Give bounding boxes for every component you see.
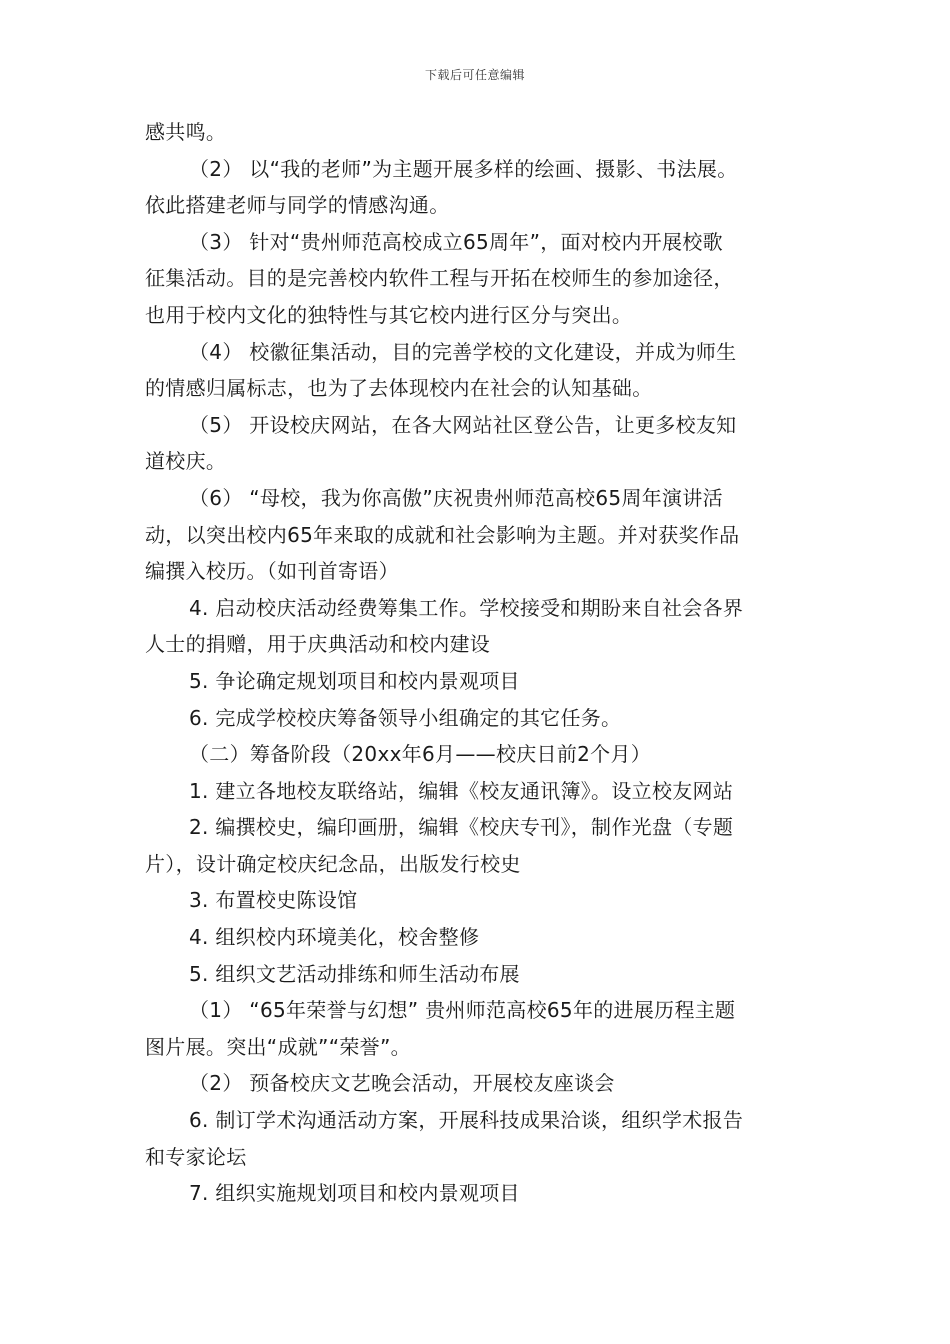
text-line: 6. 制订学术沟通活动方案，开展科技成果洽谈，组织学术报告 bbox=[189, 1108, 744, 1133]
text-line: 6. 完成学校校庆筹备领导小组确定的其它任务。 bbox=[189, 705, 622, 730]
text-line: 4. 启动校庆活动经费筹集工作。学校接受和期盼来自社会各界 bbox=[189, 595, 744, 620]
text-line: 图片展。突出“成就”“荣誉”。 bbox=[145, 1034, 411, 1059]
text-line: 人士的捐赠，用于庆典活动和校内建设 bbox=[145, 632, 491, 657]
text-line: 片），设计确定校庆纪念品，出版发行校史 bbox=[145, 851, 521, 876]
text-line: 道校庆。 bbox=[145, 449, 227, 474]
text-line: 5. 争论确定规划项目和校内景观项目 bbox=[189, 668, 520, 693]
text-line: 2. 编撰校史，编印画册，编辑《校庆专刊》，制作光盘（专题 bbox=[189, 815, 734, 840]
text-line: 也用于校内文化的独特性与其它校内进行区分与突出。 bbox=[145, 302, 633, 327]
text-line: （6） “母校，我为你高傲”庆祝贵州师范高校65周年演讲活 bbox=[189, 485, 723, 510]
text-line: 4. 组织校内环境美化，校舍整修 bbox=[189, 925, 480, 950]
text-line: 7. 组织实施规划项目和校内景观项目 bbox=[189, 1181, 520, 1206]
document-body bbox=[145, 114, 825, 1212]
text-line: （2） 预备校庆文艺晚会活动，开展校友座谈会 bbox=[189, 1071, 615, 1096]
text-line: （3） 针对“贵州师范高校成立65周年”，面对校内开展校歌 bbox=[189, 229, 723, 254]
text-line: 征集活动。目的是完善校内软件工程与开拓在校师生的参加途径， bbox=[145, 266, 734, 291]
page-header: 下载后可任意编辑 bbox=[424, 68, 525, 82]
text-line: 动，以突出校内65年来取的成就和社会影响为主题。并对获奖作品 bbox=[145, 522, 740, 547]
text-line: 感共鸣。 bbox=[145, 120, 227, 144]
text-line: （1） “65年荣誉与幻想” 贵州师范高校65年的进展历程主题 bbox=[189, 998, 736, 1023]
text-line: 5. 组织文艺活动排练和师生活动布展 bbox=[189, 961, 520, 986]
text-line: （2） 以“我的老师”为主题开展多样的绘画、摄影、书法展。 bbox=[189, 156, 738, 181]
text-line: 编撰入校历。（如刊首寄语） bbox=[145, 559, 399, 584]
text-line: 和专家论坛 bbox=[145, 1144, 247, 1169]
text-line: （5） 开设校庆网站，在各大网站社区登公告，让更多校友知 bbox=[189, 412, 737, 437]
text-line: （二）筹备阶段（20xx年6月——校庆日前2个月） bbox=[189, 742, 652, 767]
text-line: 的情感归属标志，也为了去体现校内在社会的认知基础。 bbox=[145, 376, 653, 401]
text-line: 1. 建立各地校友联络站，编辑《校友通讯簿》。设立校友网站 bbox=[189, 778, 734, 803]
text-line: （4） 校徽征集活动，目的完善学校的文化建设，并成为师生 bbox=[189, 339, 737, 364]
text-line: 依此搭建老师与同学的情感沟通。 bbox=[145, 193, 450, 218]
text-line: 3. 布置校史陈设馆 bbox=[189, 888, 358, 913]
